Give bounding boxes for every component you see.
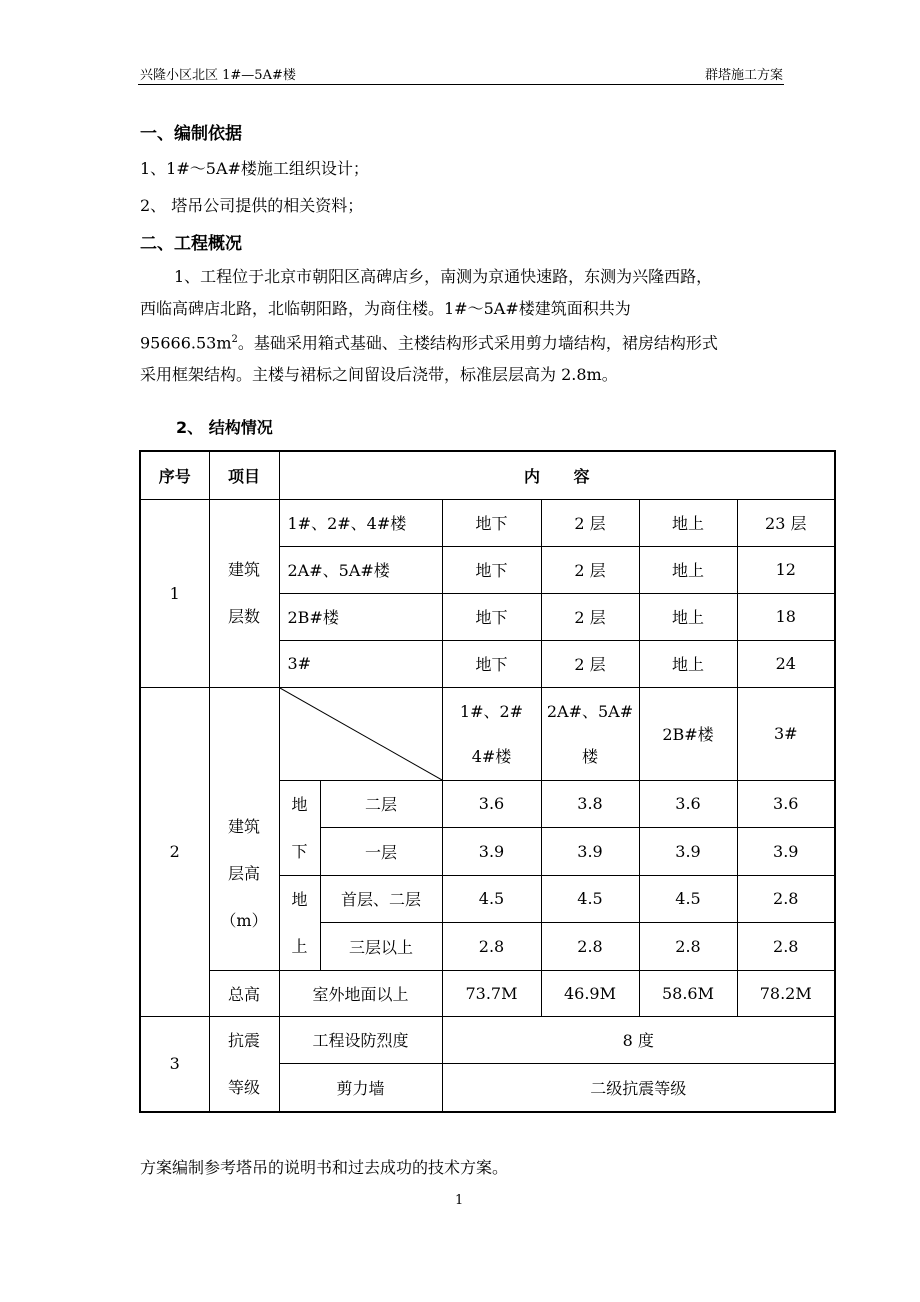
row3-item-line1: 抗震	[227, 1030, 260, 1050]
row2-item-line2: 层高	[227, 864, 260, 883]
para-line-2: 西临高碑店北路，北临朝阳路，为商住楼。1#～5A#楼建筑面积共为	[140, 298, 631, 318]
header-item: 项目	[209, 451, 279, 499]
col-header-line1: 2A#、5A#	[546, 701, 634, 721]
aboveground-value: 23 层	[737, 499, 835, 546]
structure-table	[139, 450, 836, 1113]
section1-title: 一、编制依据	[140, 124, 242, 144]
row1-item	[209, 499, 279, 687]
para-line-3	[140, 324, 790, 359]
aboveground-label: 地上	[639, 499, 737, 546]
section2-title: 二、工程概况	[140, 234, 242, 254]
row3-item	[209, 1016, 279, 1112]
para-line-3-rest: 。基础采用箱式基础、主楼结构形式采用剪力墙结构，裙房结构形式	[237, 333, 718, 353]
col-header-line1: 1#、2#	[459, 701, 524, 721]
diagonal-header-cell	[279, 687, 442, 780]
row2-item	[209, 687, 279, 970]
row3-no: 3	[140, 1016, 209, 1112]
height-value: 4.5	[541, 875, 639, 923]
underground-label: 地下	[442, 593, 541, 640]
total-value: 78.2M	[737, 970, 835, 1016]
row2-no: 2	[140, 687, 209, 1016]
height-value: 3.8	[541, 780, 639, 828]
area-value: 95666.53m	[140, 333, 232, 353]
col-header: 2B#楼	[639, 687, 737, 780]
total-value: 58.6M	[639, 970, 737, 1016]
row1-no: 1	[140, 499, 209, 687]
total-value: 46.9M	[541, 970, 639, 1016]
building-name: 2A#、5A#楼	[279, 546, 442, 593]
aboveground-label: 地上	[639, 546, 737, 593]
total-label: 总高	[209, 970, 279, 1016]
floor-label: 首层、二层	[320, 875, 442, 923]
row2-item-line3: （m）	[220, 911, 268, 930]
col-header	[541, 687, 639, 780]
total-desc: 室外地面以上	[279, 970, 442, 1016]
floor-label: 一层	[320, 828, 442, 876]
total-value: 73.7M	[442, 970, 541, 1016]
row1-item-line2: 层数	[227, 607, 260, 626]
aboveground-value: 18	[737, 593, 835, 640]
diagonal-line	[280, 688, 442, 780]
aboveground-label: 地上	[639, 640, 737, 687]
seismic-intensity-label: 工程设防烈度	[279, 1016, 442, 1064]
floor-label: 二层	[320, 780, 442, 828]
footnote: 方案编制参考塔吊的说明书和过去成功的技术方案。	[140, 1158, 509, 1177]
para-line-1: 1、工程位于北京市朝阳区高碑店乡，南测为京通快速路，东测为兴隆西路，	[174, 267, 713, 286]
underground-value: 2 层	[541, 499, 639, 546]
aboveground-label: 地上	[639, 593, 737, 640]
col-header-line2: 楼	[581, 746, 598, 766]
section1-item-1: 1、1#～5A#楼施工组织设计；	[140, 159, 369, 178]
height-value: 2.8	[737, 875, 835, 923]
aboveground-char-2: 上	[291, 936, 308, 956]
height-value: 3.9	[541, 828, 639, 876]
aboveground-char-1: 地	[291, 889, 308, 909]
para-line-4: 采用框架结构。主楼与裙标之间留设后浇带，标准层层高为 2.8m。	[140, 364, 618, 384]
building-name: 2B#楼	[279, 593, 442, 640]
height-value: 2.8	[737, 923, 835, 971]
height-value: 3.9	[442, 828, 541, 876]
height-value: 3.9	[639, 828, 737, 876]
col-header: 3#	[737, 687, 835, 780]
header-rule	[138, 84, 784, 85]
row3-item-line2: 等级	[227, 1077, 260, 1097]
aboveground-group	[279, 875, 320, 970]
underground-char-2: 下	[291, 841, 308, 861]
header-left: 兴隆小区北区 1#—5A#楼	[140, 68, 296, 83]
height-value: 3.6	[442, 780, 541, 828]
building-name: 1#、2#、4#楼	[279, 499, 442, 546]
floor-label: 三层以上	[320, 923, 442, 971]
height-value: 3.6	[737, 780, 835, 828]
header-right: 群塔施工方案	[704, 68, 783, 83]
underground-label: 地下	[442, 499, 541, 546]
page-number: 1	[455, 1193, 464, 1208]
seismic-intensity-value: 8 度	[442, 1016, 835, 1064]
height-value: 3.9	[737, 828, 835, 876]
header-content: 内 容	[279, 451, 835, 499]
shear-wall-label: 剪力墙	[279, 1064, 442, 1112]
underground-value: 2 层	[541, 593, 639, 640]
height-value: 2.8	[541, 923, 639, 971]
underground-label: 地下	[442, 546, 541, 593]
shear-wall-value: 二级抗震等级	[442, 1064, 835, 1112]
underground-group	[279, 780, 320, 875]
height-value: 3.6	[639, 780, 737, 828]
height-value: 2.8	[639, 923, 737, 971]
row2-item-line1: 建筑	[227, 817, 260, 836]
underground-char-1: 地	[291, 794, 308, 814]
col-header-line2: 4#楼	[471, 746, 512, 766]
underground-label: 地下	[442, 640, 541, 687]
row1-item-line1: 建筑	[227, 560, 260, 579]
section1-item-2: 2、 塔吊公司提供的相关资料；	[140, 196, 364, 215]
structure-subtitle: 2、 结构情况	[176, 418, 273, 437]
aboveground-value: 12	[737, 546, 835, 593]
height-value: 2.8	[442, 923, 541, 971]
height-value: 4.5	[639, 875, 737, 923]
underground-value: 2 层	[541, 546, 639, 593]
building-name: 3#	[279, 640, 442, 687]
area-superscript: 2	[231, 334, 238, 345]
underground-value: 2 层	[541, 640, 639, 687]
height-value: 4.5	[442, 875, 541, 923]
overview-paragraph	[140, 261, 790, 390]
aboveground-value: 24	[737, 640, 835, 687]
header-no: 序号	[140, 451, 209, 499]
col-header	[442, 687, 541, 780]
